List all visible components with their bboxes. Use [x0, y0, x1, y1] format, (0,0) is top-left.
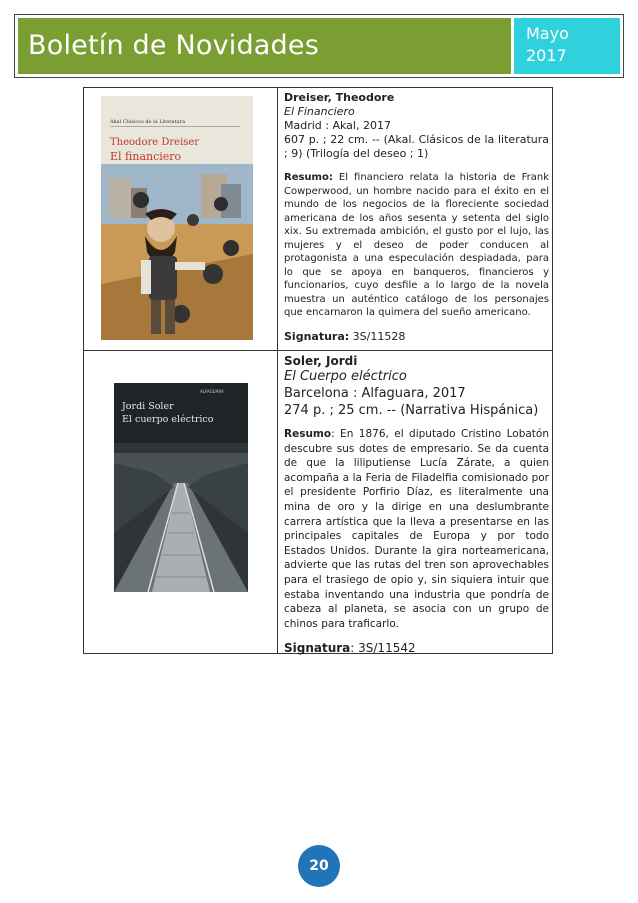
- book-entry: [84, 351, 552, 656]
- cover-author: Jordi Soler: [122, 401, 174, 412]
- cover-illustration: [101, 164, 253, 340]
- summary-label: Resumo: [284, 428, 332, 440]
- book-entry: [84, 88, 552, 351]
- bulletin-year: 2017: [526, 46, 567, 65]
- cover-cell: [84, 351, 278, 653]
- header-title-panel: [18, 18, 511, 74]
- book-description: 274 p. ; 25 cm. -- (Narrativa Hispánica): [284, 403, 539, 418]
- header-date-panel: [514, 18, 620, 74]
- signature-label: Signatura: [284, 641, 351, 656]
- summary-label: Resumo:: [284, 172, 333, 183]
- cover-title: El cuerpo eléctrico: [122, 414, 214, 425]
- record-cell: [278, 88, 552, 350]
- book-signature: [284, 641, 549, 655]
- cover-title: El financiero: [110, 150, 182, 163]
- book-title: El Cuerpo eléctrico: [284, 369, 407, 384]
- cover-cell: [84, 88, 278, 350]
- summary-text: El financiero relata la historia de Frank Cowperwood, un hombre nacido para el éxito en el mundo de los negocios de la floreciente sociedad americana de los años sesenta y setenta del siglo xix. Su extremada ambición, el gusto por el lujo, las mujeres y el deseo de poder conducen al protagonista a una especulación despiadada, para lo que se apoya en banqueros, financieros y funcionarios, cuyo desfile a lo largo de la novela muestra un auténtico catálogo de los personajes que encarnaron la quimera del sueño americano.: [284, 172, 550, 318]
- book-summary: [284, 171, 549, 320]
- page-number-badge: 20: [298, 845, 340, 887]
- cover-publisher: Akal Clásicos de la Literatura: [110, 119, 186, 125]
- book-signature: [284, 330, 549, 344]
- book-summary: [284, 427, 549, 631]
- book-title: El Financiero: [284, 105, 355, 118]
- signature-value: : 3S/11542: [350, 641, 416, 656]
- book-author: Dreiser, Theodore: [284, 91, 395, 104]
- summary-text: : En 1876, el diputado Cristino Lobatón descubre sus dotes de empresario. Se da cuenta de que la liliputiense Lucía Zárate, a quien acompaña a la Feria de Filadelfia comisionado por el presidente Porfirio Díaz, es literalmente una mina de oro y la dirige en una deslumbrante carrera artística que la lleva a presentarse en las principales capitales de Europa y por todo Estados Unidos. Durante la gira norteamericana, advierte que las rutas del tren son aprovechables para el trasiego de opio y, sin siquiera intuir que estaba inventando una industria que pondría de cabeza al planeta, se asocia con un grupo de chinos para traficarlo.: [284, 428, 549, 630]
- cover-author: Theodore Dreiser: [110, 137, 200, 148]
- book-author: Soler, Jordi: [284, 354, 358, 368]
- bulletin-title: Boletín de Novidades: [28, 30, 319, 61]
- signature-label: Signatura:: [284, 329, 350, 343]
- book-cover-image: [114, 383, 248, 592]
- book-imprint: Madrid : Akal, 2017: [284, 119, 391, 132]
- cover-divider: [110, 126, 240, 127]
- bulletin-month: Mayo: [526, 24, 569, 43]
- catalog-table: [83, 87, 553, 654]
- signature-value: 3S/11528: [352, 329, 406, 343]
- book-description: 607 p. ; 22 cm. -- (Akal. Clásicos de la literatura ; 9) (Trilogía del deseo ; 1): [284, 133, 549, 160]
- book-cover-image: [101, 96, 253, 340]
- record-cell: [278, 351, 552, 656]
- cover-publisher: ALFAGUARA: [200, 389, 224, 394]
- book-imprint: Barcelona : Alfaguara, 2017: [284, 386, 466, 401]
- header-banner: [14, 14, 624, 78]
